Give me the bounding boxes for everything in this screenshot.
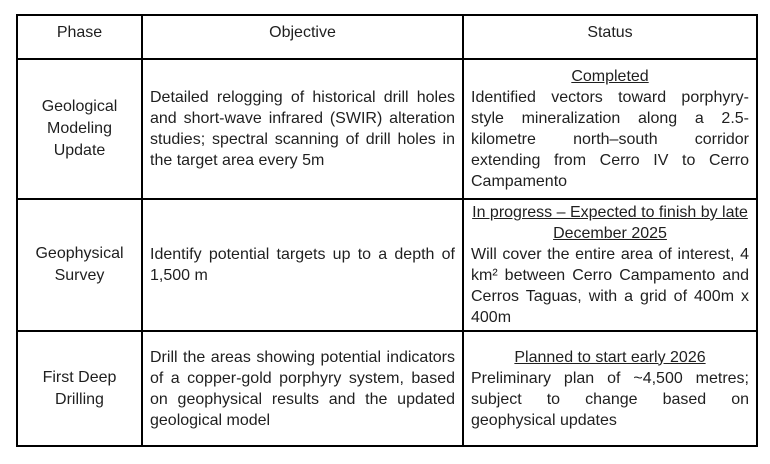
objective-text: Detailed relogging of historical drill holes and short-wave infrared (SWIR) alteration studies; spectral scanning of drill holes in the target area every 5m: [150, 89, 455, 169]
status-text: Will cover the entire area of interest, 4 km² between Cerro Campamento and Cerros Taguas, with a grid of 400m x 400m: [471, 246, 749, 326]
status-text: Identified vectors toward porphyry-style mineralization along a 2.5-kilometre north–south corridor extending from Cerro IV to Cerro Campamento: [471, 89, 749, 190]
phase-cell: First Deep Drilling: [17, 331, 142, 446]
table-row-geological-modeling: [17, 59, 757, 199]
status-heading: Completed: [571, 68, 649, 85]
status-heading: In progress – Expected to finish by late December 2025: [472, 204, 748, 242]
column-header-phase: Phase: [17, 15, 142, 59]
objective-cell: [142, 199, 463, 331]
table-row-first-deep-drilling: [17, 331, 757, 446]
objective-text: Identify potential targets up to a depth of 1,500 m: [150, 246, 455, 284]
table-header-row: [17, 15, 757, 59]
column-header-status: Status: [463, 15, 757, 59]
status-heading: Planned to start early 2026: [514, 348, 706, 366]
phase-cell: Geophysical Survey: [17, 199, 142, 331]
status-cell: [463, 199, 757, 331]
table-row-geophysical-survey: [17, 199, 757, 331]
status-text: Preliminary plan of ~4,500 metres; subject to change based on geophysical updates: [471, 369, 749, 429]
exploration-phases-table: [16, 14, 758, 447]
status-cell: [463, 331, 757, 446]
objective-cell: [142, 331, 463, 446]
column-header-objective: Objective: [142, 15, 463, 59]
status-cell: [463, 59, 757, 199]
objective-text: Drill the areas showing potential indicators of a copper-gold porphyry system, based on geophysical results and the updated geological model: [150, 348, 455, 429]
objective-cell: [142, 59, 463, 199]
phase-cell: Geological Modeling Update: [17, 59, 142, 199]
